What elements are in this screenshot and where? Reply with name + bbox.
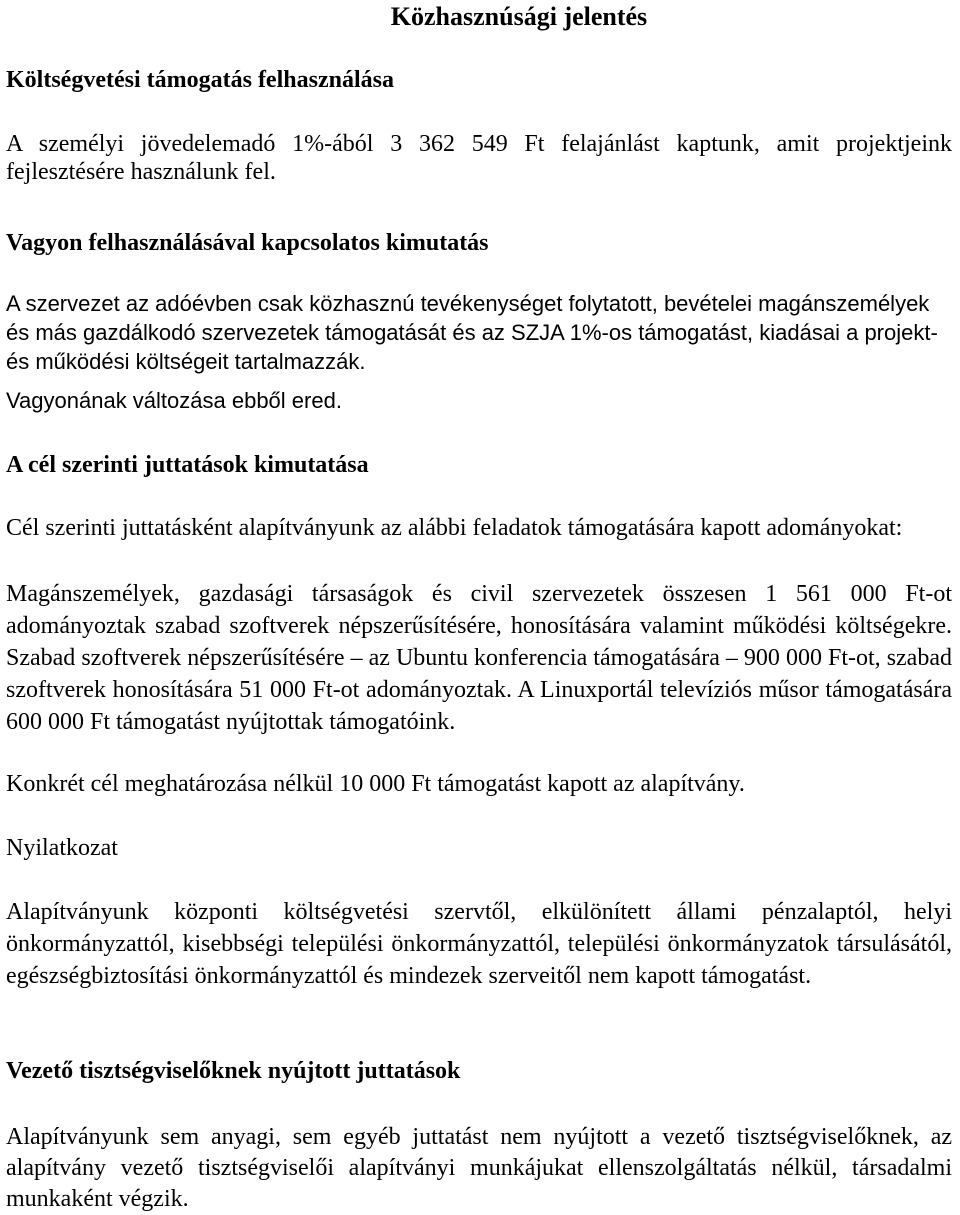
paragraph-budget: A személyi jövedelemadó 1%-ából 3 362 549 Ft felajánlást kaptunk, amit projektjeink fejlesztésére használunk fel. — [6, 131, 952, 185]
paragraph-grants-details: Magánszemélyek, gazdasági társaságok és civil szervezetek összesen 1 561 000 Ft-ot adományoztak szabad szoftverek népszerűsítésére, honosítására valamint működési költségekre. Szabad szoftverek népszerűsítésére – az Ubuntu konferencia támogatására – 900 000 Ft-ot, szabad szoftverek honosítására 51 000 Ft-ot adományoztak. A Linuxportál televíziós műsor támogatására 600 000 Ft támogatást nyújtottak támogatóink. — [6, 581, 952, 735]
page-title: Közhasznúsági jelentés — [390, 2, 648, 31]
paragraph-officers: Alapítványunk sem anyagi, sem egyéb juttatást nem nyújtott a vezető tisztségviselőknek, az alapítvány vezető tisztségviselői alapítványi munkájukat ellenszolgáltatás nélkül, társadalmi munkaként végzik. — [6, 1124, 952, 1212]
section-heading-declaration: Nyilatkozat — [6, 835, 118, 861]
section-heading-officers: Vezető tisztségviselőknek nyújtott juttatások — [6, 1058, 461, 1084]
paragraph-grants-unspecified: Konkrét cél meghatározása nélkül 10 000 Ft támogatást kapott az alapítvány. — [6, 771, 745, 797]
section-heading-budget: Költségvetési támogatás felhasználása — [6, 67, 394, 93]
paragraph-assets-change: Vagyonának változása ebből ered. — [6, 388, 342, 413]
paragraph-grants-intro: Cél szerinti juttatásként alapítványunk az alábbi feladatok támogatására kapott adományokat: — [6, 515, 903, 541]
paragraph-assets: A szervezet az adóévben csak közhasznú tevékenységet folytatott, bevételei magánszemélyek és más gazdálkodó szervezetek támogatását és az SZJA 1%-os támogatást, kiadásai a projekt- és működési költségeit tartalmazzák. — [6, 291, 938, 374]
section-heading-grants: A cél szerinti juttatások kimutatása — [6, 452, 369, 478]
section-heading-assets: Vagyon felhasználásával kapcsolatos kimutatás — [6, 230, 489, 256]
paragraph-declaration: Alapítványunk központi költségvetési szervtől, elkülönített állami pénzalaptól, helyi önkormányzattól, kisebbségi települési önkormányzattól, települési önkormányzatok társulásától, egészségbiztosítási önkormányzattól és mindezek szerveitől nem kapott támogatást. — [6, 899, 952, 989]
